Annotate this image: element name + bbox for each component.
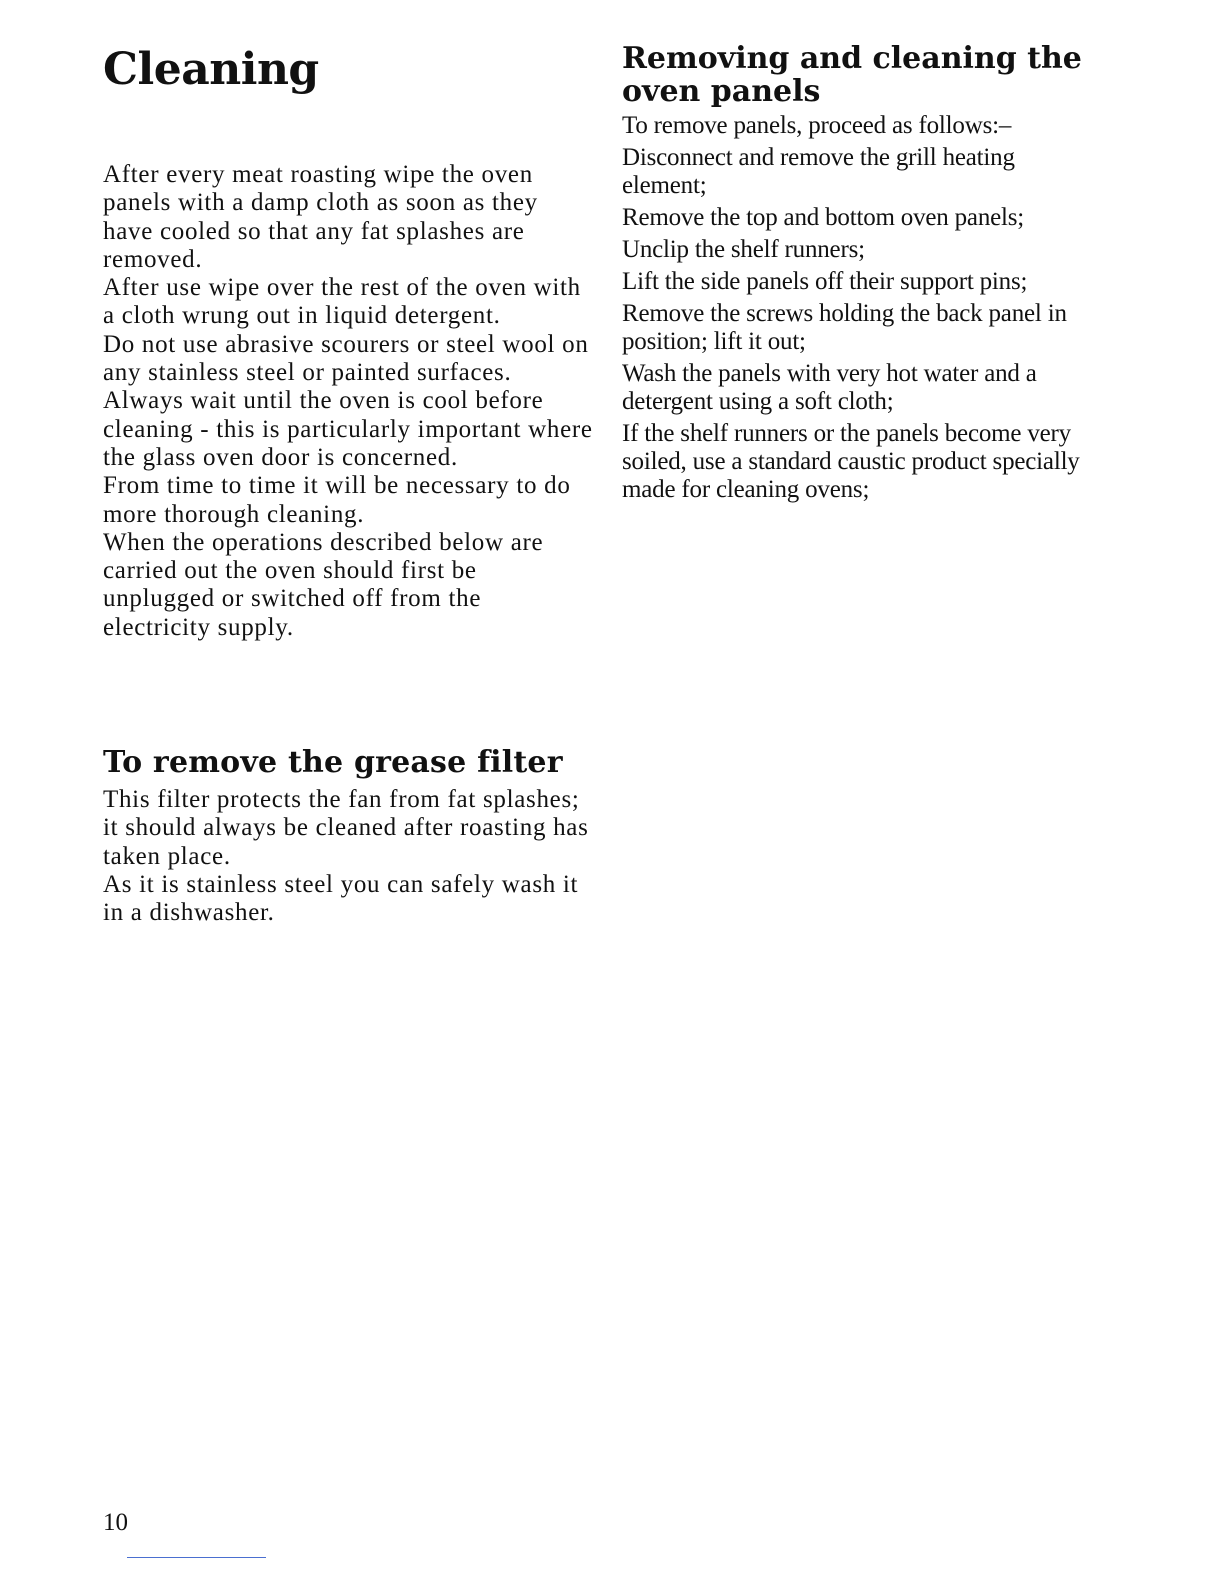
intro-text [103,161,593,642]
grease-filter-text [103,786,593,927]
intro-paragraph: When the operations described below are carried out the oven should first be unplugged or switched off from the electricity supply. [103,528,544,641]
intro-paragraph: After use wipe over the rest of the oven with a cloth wrung out in liquid detergent. [103,274,581,330]
step-item: Remove the top and bottom oven panels; [622,204,1025,231]
step-item: If the shelf runners or the panels become very soiled, use a standard caustic product specially made for cleaning ovens; [622,420,1080,503]
step-item: Unclip the shelf runners; [622,236,865,263]
intro-paragraph: Always wait until the oven is cool before cleaning - this is particularly important where the glass oven door is concerned. [103,387,593,471]
step-item: To remove panels, proceed as follows:– [622,112,1012,139]
step-item: Disconnect and remove the grill heating element; [622,144,1015,199]
step-item: Remove the screws holding the back panel in position; lift it out; [622,300,1067,355]
page-number: 10 [103,1509,128,1536]
grease-filter-heading: To remove the grease filter [103,745,563,780]
grease-filter-paragraph: This filter protects the fan from fat splashes; it should always be cleaned after roasting has taken place. [103,786,589,870]
oven-panels-steps [622,112,1097,508]
page-title: Cleaning [103,44,319,95]
intro-paragraph: Do not use abrasive scourers or steel wool on any stainless steel or painted surfaces. [103,330,589,387]
intro-paragraph: After every meat roasting wipe the oven panels with a damp cloth as soon as they have cooled so that any fat splashes are removed. [103,161,538,273]
step-item: Wash the panels with very hot water and a detergent using a soft cloth; [622,360,1037,415]
intro-paragraph: From time to time it will be necessary to do more thorough cleaning. [103,472,571,528]
footer-link-underline[interactable] [127,1557,266,1558]
oven-panels-heading: Removing and cleaning the oven panels [622,41,1082,109]
step-item: Lift the side panels off their support pins; [622,268,1028,295]
intro-section [103,161,593,642]
grease-filter-paragraph: As it is stainless steel you can safely wash it in a dishwasher. [103,870,579,927]
